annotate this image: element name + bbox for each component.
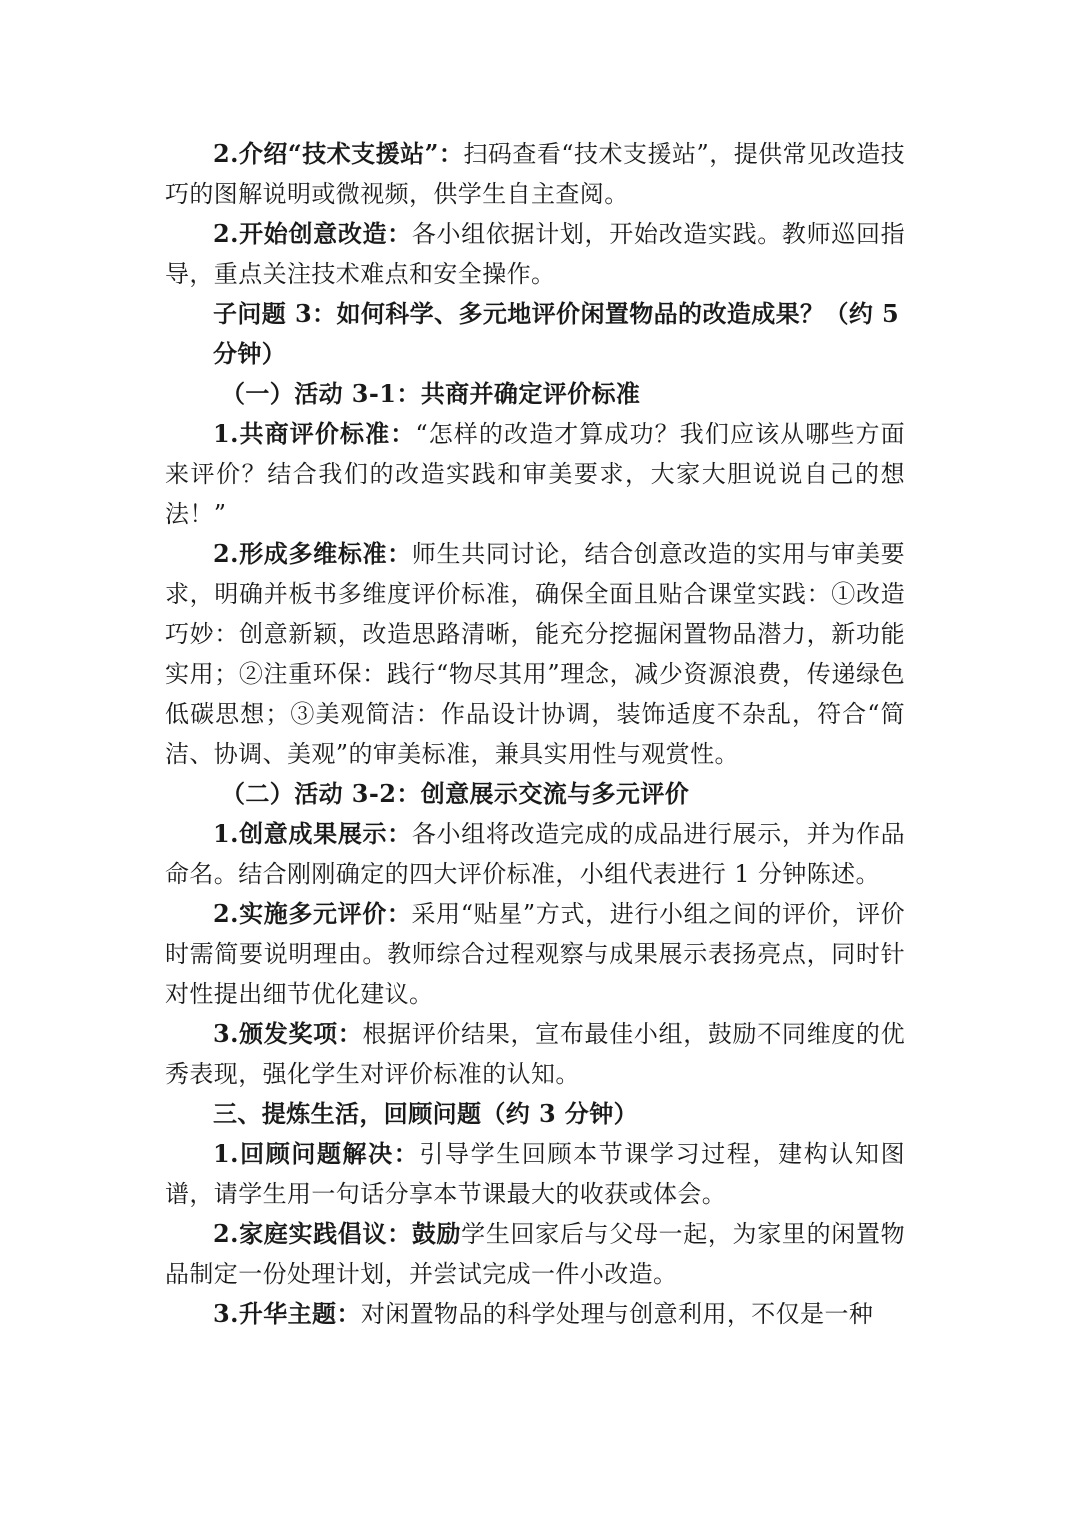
paragraph-start-transform — [165, 214, 905, 294]
paragraph-body: 引导学生回顾本节课学习过程，建构认知图谱，请学生用一句话分享本节课最大的收获或体会。 — [165, 1140, 905, 1208]
paragraph-lead: 1.共商评价标准： — [213, 419, 416, 448]
paragraph-lead: 2.介绍“技术支援站”： — [213, 139, 464, 168]
paragraph-body: “怎样的改造才算成功？我们应该从哪些方面来评价？结合我们的改造实践和审美要求，大家大胆说说自己的想法！” — [165, 420, 905, 528]
paragraph-multi-criteria — [165, 534, 905, 774]
paragraph-awards — [165, 1014, 905, 1094]
activity-3-1-heading: （一）活动 3-1：共商并确定评价标准 — [221, 379, 641, 408]
paragraph-body: 采用“贴星”方式，进行小组之间的评价，评价时需简要说明理由。教师综合过程观察与成果展示表扬亮点，同时针对性提出细节优化建议。 — [165, 900, 906, 1008]
paragraph-lead: 1.创意成果展示： — [213, 819, 412, 848]
paragraph-lead: 2.实施多元评价： — [213, 899, 412, 928]
document-page — [165, 134, 905, 1334]
subquestion-3-heading: 子问题 3：如何科学、多元地评价闲置物品的改造成果？（约 5 分钟） — [213, 299, 900, 368]
paragraph-body: 师生共同讨论，结合创意改造的实用与审美要求，明确并板书多维度评价标准，确保全面且贴合课堂实践：①改造巧妙：创意新颖，改造思路清晰，能充分挖掘闲置物品潜力，新功能实用；②注重环保：践行“物尽其用”理念，减少资源浪费，传递绿色低碳思想；③美观简洁：作品设计协调，装饰适度不杂乱，符合“简洁、协调、美观”的审美标准，兼具实用性与观赏性。 — [165, 540, 906, 768]
paragraph-lead: 3.升华主题： — [213, 1299, 361, 1328]
paragraph-body: 扫码查看“技术支援站”，提供常见改造技巧的图解说明或微视频，供学生自主查阅。 — [165, 140, 905, 208]
paragraph-lead: 3.颁发奖项： — [213, 1019, 363, 1048]
paragraph-lead: 2.形成多维标准： — [213, 539, 412, 568]
paragraph-evaluation — [165, 894, 905, 1014]
paragraph-body: 根据评价结果，宣布最佳小组，鼓励不同维度的优秀表现，强化学生对评价标准的认知。 — [165, 1020, 905, 1088]
paragraph-tech-support — [165, 134, 905, 214]
paragraph-home-practice — [165, 1214, 905, 1294]
paragraph-lead: 1.回顾问题解决： — [213, 1139, 420, 1168]
paragraph-review — [165, 1134, 905, 1214]
paragraph-body: 对闲置物品的科学处理与创意利用，不仅是一种 — [360, 1300, 874, 1328]
paragraph-showcase — [165, 814, 905, 894]
paragraph-body: 学生回家后与父母一起，为家里的闲置物品制定一份处理计划，并尝试完成一件小改造。 — [165, 1220, 905, 1288]
paragraph-discuss-criteria — [165, 414, 905, 534]
paragraph-body: 各小组将改造完成的成品进行展示，并为作品命名。结合刚刚确定的四大评价标准，小组代表进行 1 分钟陈述。 — [165, 820, 906, 888]
paragraph-lead: 2.开始创意改造： — [213, 219, 412, 248]
paragraph-body: 各小组依据计划，开始改造实践。教师巡回指导，重点关注技术难点和安全操作。 — [165, 220, 906, 288]
section-3-heading: 三、提炼生活，回顾问题（约 3 分钟） — [213, 1099, 639, 1128]
paragraph-theme — [165, 1294, 905, 1334]
activity-3-2-heading: （二）活动 3-2：创意展示交流与多元评价 — [221, 779, 690, 808]
paragraph-lead: 2.家庭实践倡议：鼓励 — [213, 1219, 462, 1248]
